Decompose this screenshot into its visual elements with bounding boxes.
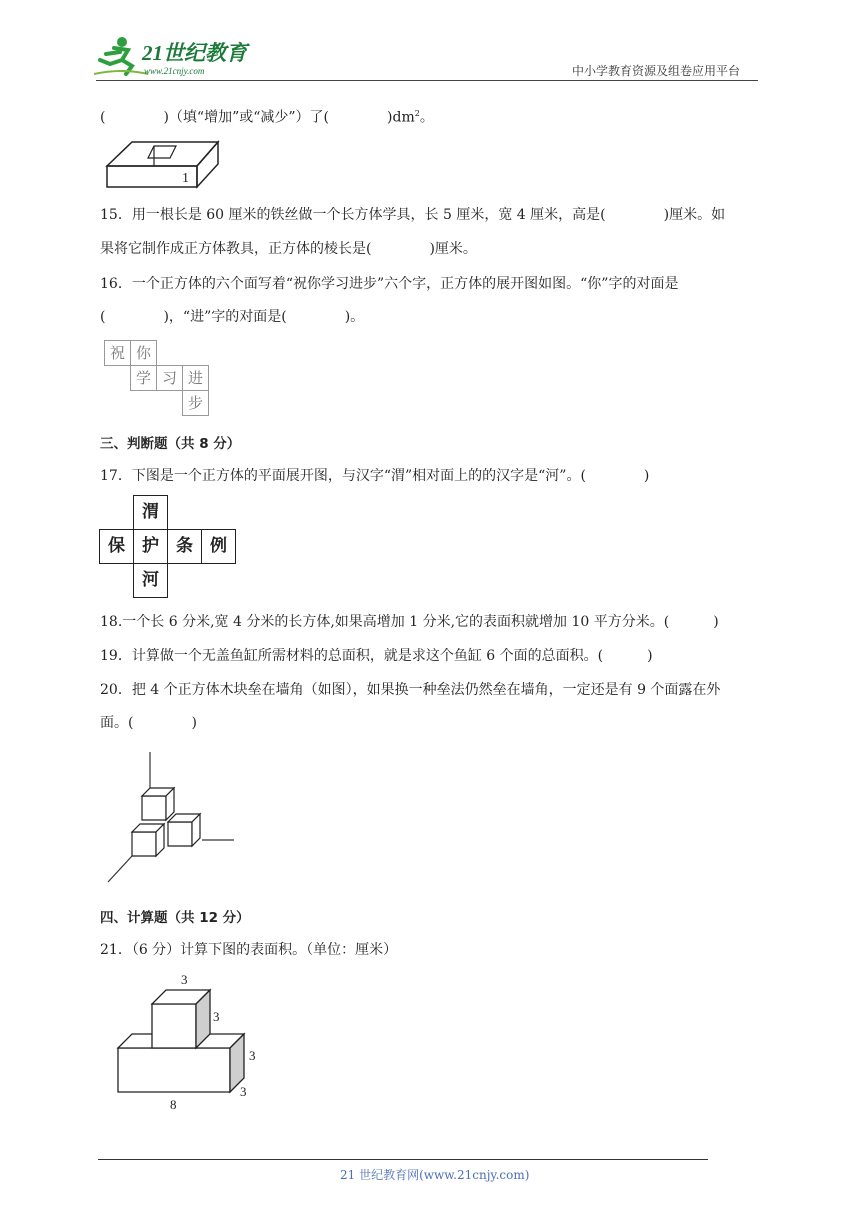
q16-net-figure — [104, 338, 208, 418]
q20-line1: 20．把 4 个正方体木块垒在墙角（如图），如果换一种垒法仍然垒在墙角，一定还是有 9 个面露在外 — [100, 682, 721, 698]
q20-text-a: 面。( — [100, 715, 134, 731]
dim-label-big-right: 3 — [249, 1048, 256, 1063]
net-cell: 例 — [201, 529, 236, 564]
q16-text-b: )，“进”字的对面是( — [163, 309, 287, 325]
q14-figure-label: 1 — [182, 171, 189, 186]
platform-name: 中小学教育资源及组卷应用平台 — [572, 64, 741, 78]
dim-label-depth: 3 — [240, 1084, 247, 1099]
footer-divider — [98, 1159, 708, 1160]
q18-close: ) — [713, 614, 719, 630]
paren: ( — [100, 109, 106, 126]
net-cell: 祝 — [104, 340, 131, 366]
q17-net-figure — [99, 495, 239, 599]
q15-line1 — [100, 205, 725, 225]
header-divider — [96, 80, 758, 81]
dim-label-bottom: 8 — [170, 1097, 177, 1112]
q20-corner-cubes-figure — [104, 750, 236, 890]
net-cell: 条 — [167, 529, 202, 564]
q20-text-b: ) — [191, 715, 197, 731]
section-title-calculation: 四、计算题（共 12 分） — [100, 910, 250, 926]
net-cell: 护 — [133, 529, 168, 564]
site-logo — [92, 34, 262, 80]
q17-close: ) — [643, 468, 650, 484]
net-cell: 渭 — [133, 495, 168, 530]
q15-text-d: )厘米。 — [429, 241, 477, 257]
q21-solid-figure — [110, 968, 280, 1120]
q16-line2 — [100, 307, 364, 327]
logo-url: www.21cnjy.com — [144, 66, 205, 76]
q14-period: 。 — [419, 109, 434, 126]
net-cell: 步 — [182, 390, 209, 416]
q14-tail — [100, 104, 434, 128]
q14-unit: )dm — [387, 109, 415, 126]
net-cell: 学 — [130, 365, 157, 391]
q16-text-a: ( — [100, 309, 106, 325]
dim-label-small-right: 3 — [213, 1009, 220, 1024]
section-title-judgment: 三、判断题（共 8 分） — [100, 436, 241, 452]
q19-line — [100, 646, 653, 666]
logo-text: 21世纪教育 — [142, 41, 247, 65]
q14-text: )（填“增加”或“减少”）了( — [163, 109, 330, 126]
q16-text-c: )。 — [344, 309, 365, 325]
q14-box-figure — [104, 138, 224, 194]
q17-text: 17．下图是一个正方体的平面展开图，与汉字“渭”相对面上的的汉字是“河”。( — [100, 468, 586, 484]
q18-text: 18.一个长 6 分米,宽 4 分米的长方体,如果高增加 1 分米,它的表面积就增加 10 平方分米。( — [100, 614, 670, 630]
q20-line2 — [100, 713, 197, 733]
q21-line: 21．（6 分）计算下图的表面积。（单位：厘米） — [100, 942, 398, 958]
dim-label-top: 3 — [181, 972, 188, 987]
q15-text-b: )厘米。如 — [663, 207, 726, 223]
q19-close: ) — [647, 648, 653, 664]
footer-text: 21 世纪教育网(www.21cnjy.com) — [340, 1168, 530, 1182]
q14-unit-sup: 2 — [414, 109, 420, 118]
q15-text-a: 15．用一根长是 60 厘米的铁丝做一个长方体学具，长 5 厘米，宽 4 厘米，高是( — [100, 207, 606, 223]
net-cell: 进 — [182, 365, 209, 391]
net-cell: 习 — [156, 365, 183, 391]
net-cell: 河 — [133, 563, 168, 598]
q15-line2 — [100, 239, 477, 259]
net-cell: 保 — [99, 529, 134, 564]
q19-text: 19．计算做一个无盖鱼缸所需材料的总面积，就是求这个鱼缸 6 个面的总面积。( — [100, 648, 604, 664]
q16-line1: 16．一个正方体的六个面写着“祝你学习进步”六个字，正方体的展开图如图。“你”字的对面是 — [100, 276, 679, 292]
runner-logo-icon — [92, 34, 262, 80]
q17-line — [100, 466, 649, 486]
q18-line — [100, 612, 719, 632]
net-cell: 你 — [130, 340, 157, 366]
q15-text-c: 果将它制作成正方体教具，正方体的棱长是( — [100, 241, 372, 257]
